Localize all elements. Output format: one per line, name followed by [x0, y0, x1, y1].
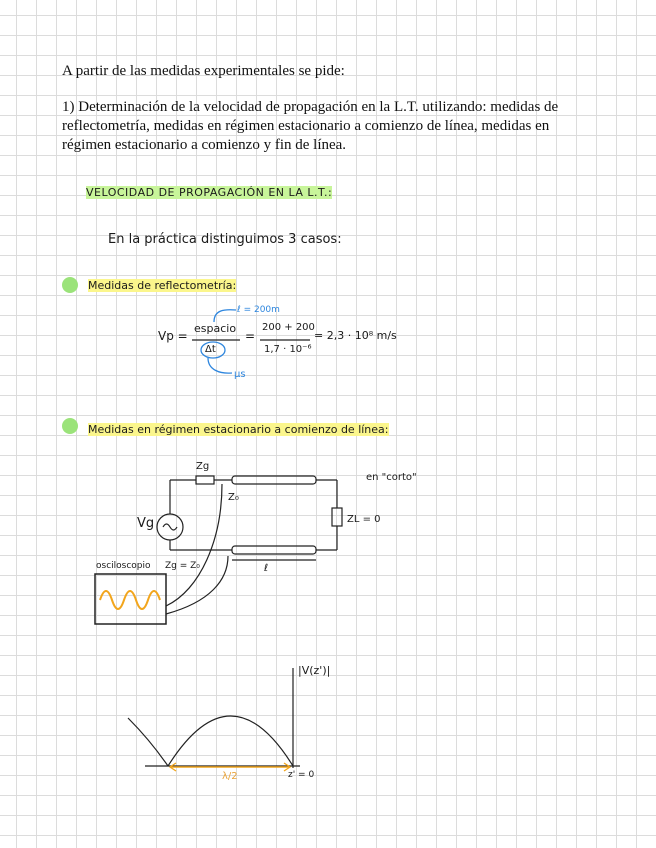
cases-text: En la práctica distinguimos 3 casos:	[108, 232, 342, 247]
section1-title: Medidas de reflectometría:	[88, 279, 237, 292]
arrow-l	[214, 310, 236, 322]
oscilloscope-box	[95, 574, 166, 624]
formula-den2: 1,7 · 10⁻⁶	[264, 344, 312, 355]
note-us: μs	[234, 369, 246, 380]
section-heading: VELOCIDAD DE PROPAGACIÓN EN LA L.T.:	[86, 186, 333, 199]
section2-title: Medidas en régimen estacionario a comienzo de línea:	[88, 423, 389, 436]
formula-den: Δt	[205, 344, 216, 355]
arrow-us	[208, 358, 232, 373]
graph-ylabel: |V(z')|	[298, 664, 331, 677]
standing-wave-graph	[128, 668, 300, 768]
zl-resistor	[332, 508, 342, 526]
circle-dt	[201, 342, 225, 358]
label-z0: Z₀	[228, 492, 239, 503]
wave-lobe-1	[168, 716, 293, 766]
note-length: ℓ = 200m	[237, 305, 280, 315]
formula-num2: 200 + 200	[262, 322, 315, 333]
formula-result: = 2,3 · 10⁸ m/s	[314, 329, 397, 342]
graph-xlabel-half: λ/2	[222, 771, 238, 782]
formula-eq2: =	[245, 329, 256, 343]
oscilloscope-wave	[100, 591, 160, 609]
question-text: 1) Determinación de la velocidad de propagación en la L.T. utilizando: medidas de reflectometría, medidas en régimen estacionario a comienzo de línea, medidas en régimen estacionario a comienzo y fin de línea.	[62, 99, 559, 153]
graph-xlabel-end: z' = 0	[288, 770, 315, 780]
label-en-corto: en "corto"	[366, 472, 417, 483]
label-osciloscopio: osciloscopio	[96, 561, 151, 571]
wave-lobe-2	[128, 718, 168, 766]
label-zg: Zg	[196, 461, 210, 472]
circuit	[95, 476, 342, 624]
label-zg-eq: Zg = Z₀	[165, 561, 200, 571]
formula-num: espacio	[194, 322, 237, 335]
line-bottom	[232, 546, 316, 554]
line-top	[232, 476, 316, 484]
label-zl: ZL = 0	[347, 514, 381, 525]
intro-text: A partir de las medidas experimentales se pide:	[62, 63, 345, 79]
label-vg: Vg	[137, 516, 155, 531]
label-length: ℓ	[264, 563, 269, 574]
zg-resistor	[196, 476, 214, 484]
formula-lhs: Vp =	[158, 329, 188, 343]
